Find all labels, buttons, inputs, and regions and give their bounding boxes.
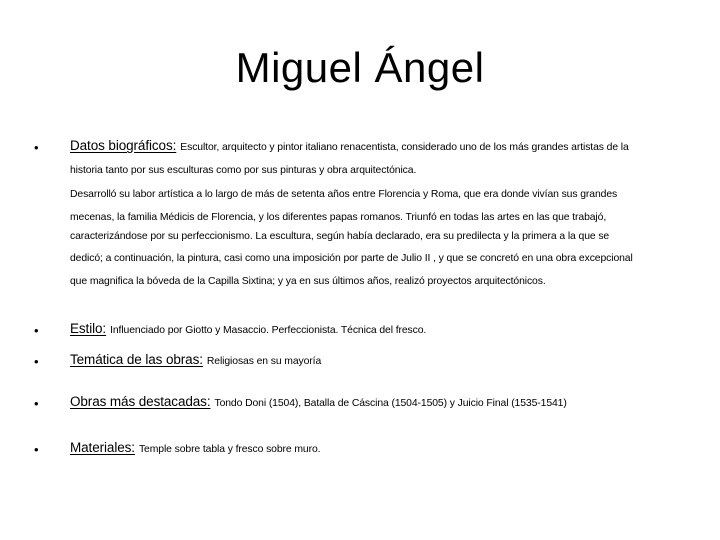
- bio-text-line: mecenas, la familia Médicis de Florencia, y los diferentes papas romanos. Triunfó en todas las artes en las que trabajó,: [70, 212, 607, 223]
- bio-text-line: Escultor, arquitecto y pintor italiano renacentista, considerado uno de los más grandes artistas de la: [180, 142, 629, 153]
- bio-text-line: dedicó; a continuación, la pintura, casi como una imposición por parte de Julio II , y que se concretó en una obra excepcional: [70, 253, 633, 264]
- bio-label: Datos biográficos:: [70, 138, 177, 153]
- tematica-label: Temática de las obras:: [70, 352, 203, 367]
- bio-line-1: [70, 139, 629, 155]
- bullet-dot: •: [34, 354, 39, 369]
- bullet-dot: •: [34, 396, 39, 411]
- bio-text-line: que magnifica la bóveda de la Capilla Sixtina; y ya en sus últimos años, realizó proyectos arquitectónicos.: [70, 276, 546, 287]
- estilo-text: Influenciado por Giotto y Masaccio. Perfeccionista. Técnica del fresco.: [110, 325, 427, 336]
- materiales-line: [70, 441, 320, 457]
- tematica-text: Religiosas en su mayoría: [206, 356, 322, 367]
- slide-title: Miguel Ángel: [235, 44, 485, 91]
- bullet-dot: •: [34, 140, 39, 155]
- obras-label: Obras más destacadas:: [70, 394, 211, 409]
- materiales-text: Temple sobre tabla y fresco sobre muro.: [138, 444, 321, 455]
- bio-text-line: Desarrolló su labor artística a lo largo de más de setenta años entre Florencia y Roma, que era donde vivían sus grandes: [70, 189, 618, 200]
- tematica-line: [70, 353, 321, 369]
- bio-text-line: historia tanto por sus esculturas como por sus pinturas y obra arquitectónica.: [70, 165, 417, 176]
- obras-line: [70, 395, 567, 411]
- bullet-dot: •: [34, 323, 39, 338]
- obras-text: Tondo Doni (1504), Batalla de Cáscina (1504-1505) y Juicio Final (1535-1541): [214, 398, 567, 409]
- materiales-label: Materiales:: [70, 440, 135, 455]
- bio-text-line: caracterizándose por su perfeccionismo. La escultura, según había declarado, era su predilecta y la primera a la que se: [70, 231, 610, 242]
- estilo-label: Estilo:: [70, 321, 107, 336]
- bullet-dot: •: [34, 442, 39, 457]
- estilo-line: [70, 322, 426, 338]
